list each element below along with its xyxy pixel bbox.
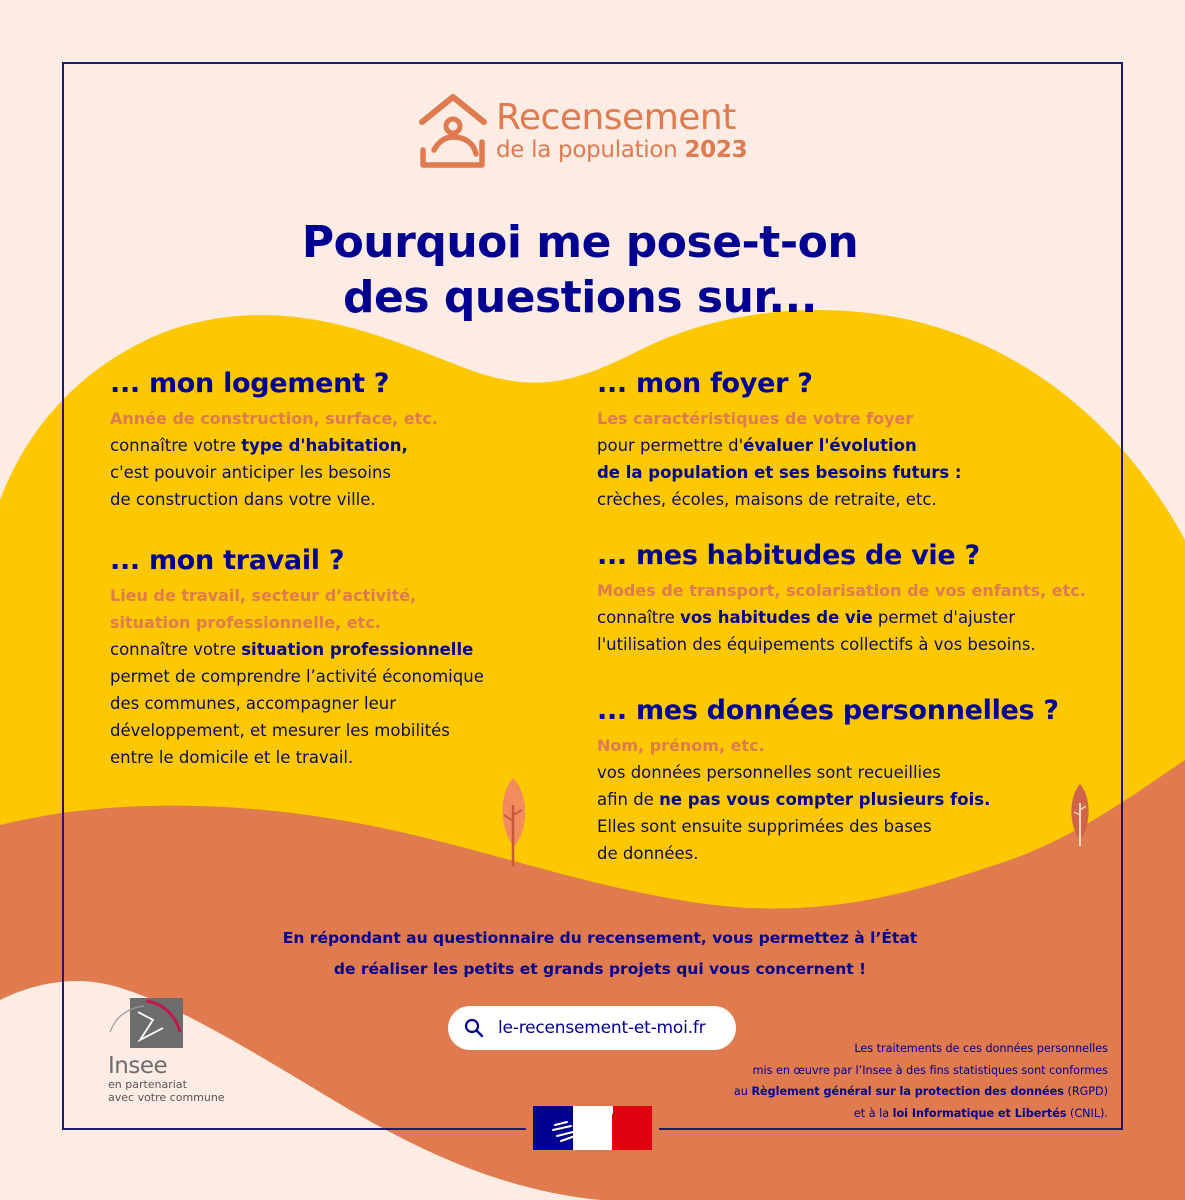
section-subtitle: Lieu de travail, secteur d’activité, situation professionnelle, etc. — [110, 586, 417, 632]
rgpd-link-text: Règlement général sur la protection des données — [751, 1085, 1064, 1098]
insee-tagline: en partenariat avec votre commune — [108, 1078, 225, 1104]
page-title: Pourquoi me pose-t-on des questions sur... — [301, 217, 859, 323]
logo-subtitle: de la population 2023 — [496, 137, 748, 163]
recensement-logo — [418, 92, 747, 170]
search-icon — [464, 1018, 484, 1038]
logo-year: 2023 — [684, 137, 748, 163]
section-logement — [110, 367, 580, 513]
section-subtitle: Nom, prénom, etc. — [597, 736, 765, 755]
section-body: connaître votre type d'habitation, c'est pouvoir anticiper les besoins de construction dans votre ville. — [110, 436, 408, 509]
section-subtitle: Modes de transport, scolarisation de vos enfants, etc. — [597, 581, 1086, 600]
section-travail — [110, 544, 580, 771]
cnil-link-text: loi Informatique et Libertés — [892, 1106, 1067, 1120]
call-to-action: En répondant au questionnaire du recensement, vous permettez à l’État de réaliser les petits et grands projets qui vous concernent ! — [282, 929, 918, 978]
frame-divider-left — [62, 1128, 526, 1130]
website-url: le-recensement-et-moi.fr — [498, 1018, 706, 1038]
insee-name: Insee — [108, 1053, 168, 1079]
section-body: vos données personnelles sont recueillies afin de ne pas vous compter plusieurs fois. Elles sont ensuite supprimées des bases de données. — [597, 763, 991, 863]
frame-divider-right — [659, 1128, 1123, 1130]
section-subtitle: Année de construction, surface, etc. — [110, 409, 438, 428]
section-foyer — [597, 367, 1097, 513]
logo-title: Recensement — [496, 97, 736, 138]
insee-mark-icon — [108, 998, 188, 1050]
section-subtitle: Les caractéristiques de votre foyer — [597, 409, 914, 428]
house-person-icon — [418, 92, 488, 170]
marianne-icon — [533, 1106, 652, 1150]
section-body: pour permettre d'évaluer l'évolution de la population et ses besoins futurs : crèches, écoles, maisons de retraite, etc. — [597, 436, 962, 509]
legal-notice: Les traitements de ces données personnelles mis en œuvre par l’Insee à des fins statistiques sont conformes au Règlement général sur la protection des données (RGPD) et à la loi Informatique et Libertés (CNIL). — [733, 1042, 1108, 1120]
republique-francaise-logo — [533, 1106, 652, 1150]
section-body: connaître vos habitudes de vie permet d'ajuster l'utilisation des équipements collectifs à vos besoins. — [597, 608, 1036, 654]
section-title: ... mon logement ? — [110, 368, 390, 399]
section-title: ... mon foyer ? — [597, 368, 813, 399]
section-donnees-personnelles — [597, 694, 1097, 867]
section-title: ... mes données personnelles ? — [597, 695, 1059, 726]
section-title: ... mon travail ? — [110, 545, 345, 576]
section-habitudes — [597, 539, 1097, 658]
insee-logo — [108, 998, 225, 1104]
section-title: ... mes habitudes de vie ? — [597, 540, 980, 571]
section-body: connaître votre situation professionnelle permet de comprendre l’activité économique des communes, accompagner leur développement, et mesurer les mobilités entre le domicile et le travail. — [110, 640, 484, 767]
